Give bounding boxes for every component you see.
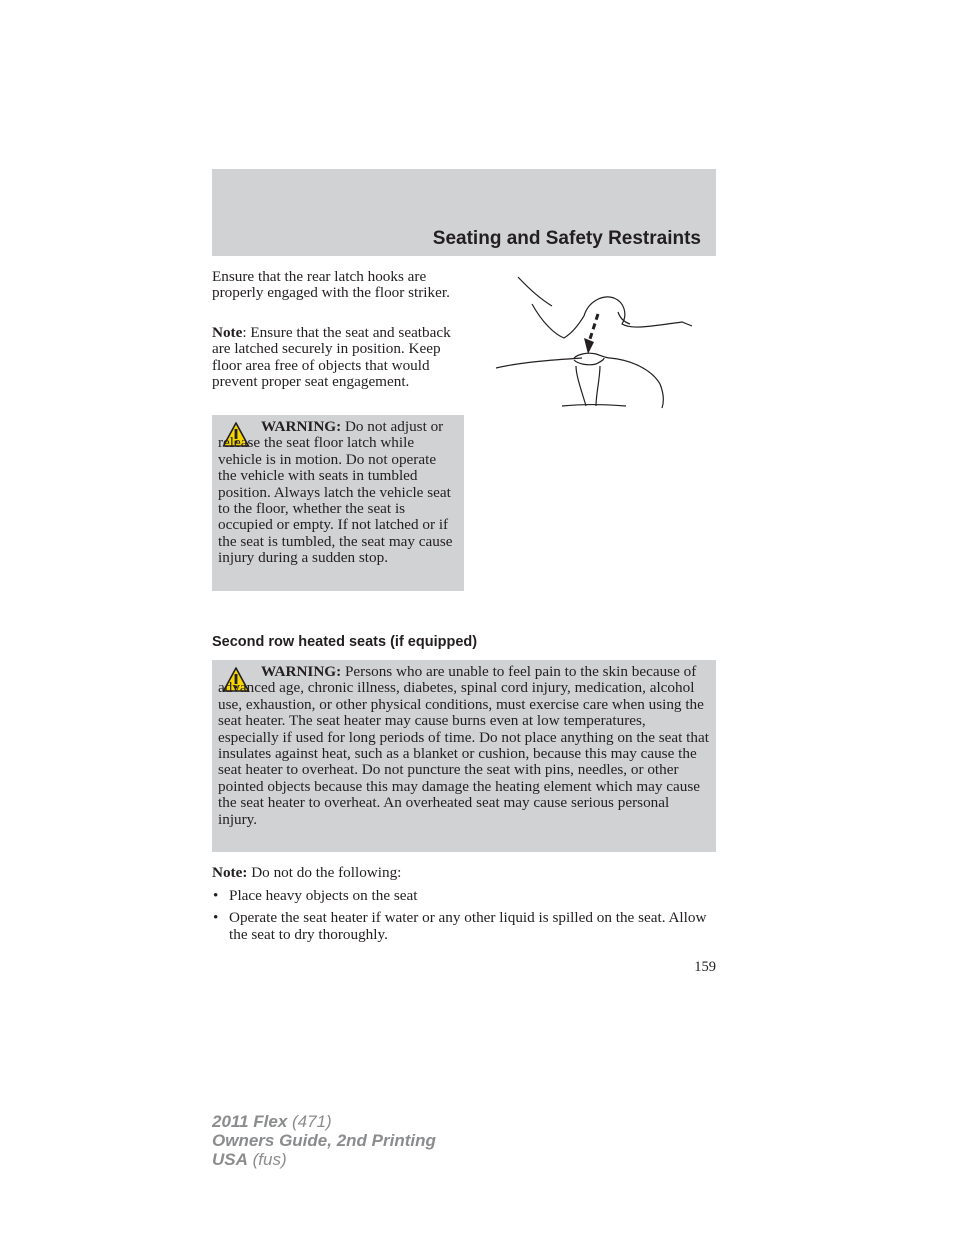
list-item-text: Place heavy objects on the seat	[229, 887, 418, 904]
warning-body: Persons who are unable to feel pain to the skin because of advanced age, chronic illness, diabetes, spinal cord injury, medication, alcohol use, exhaustion, or other physical conditions, must exercise care when using the seat heater. The seat heater may cause burns even at low temperatures, especially if used for long periods of time. Do not place anything on the seat that insulates against heat, such as a blanket or cushion, because this may cause the seat heater to overheat. Do not puncture the seat with pins, needles, or other pointed objects because this may damage the heating element which may cause the seat heater to overheat. An overheated seat may cause serious personal injury.	[218, 663, 709, 828]
note-paragraph	[212, 865, 716, 881]
footer-region-code: (fus)	[247, 1150, 287, 1169]
list-item	[212, 888, 716, 904]
footer-line-3	[212, 1150, 436, 1169]
warning-label: WARNING:	[261, 418, 342, 435]
page-number: 159	[694, 959, 716, 975]
header-band	[212, 169, 716, 256]
list-item	[212, 910, 716, 943]
footer-region: USA	[212, 1150, 248, 1169]
warning-box-heated-seats	[212, 660, 716, 852]
note-label: Note:	[212, 864, 248, 881]
footer-model-code: (471)	[287, 1112, 332, 1131]
bullet-list	[212, 888, 716, 949]
note-label: Note	[212, 324, 243, 341]
bullet-icon: •	[213, 887, 219, 904]
warning-body: Do not adjust or release the seat floor latch while vehicle is in motion. Do not operate the vehicle with seats in tumbled position. Always latch the vehicle seat to the floor, whether the seat is occupied or empty. If not latched or if the seat is tumbled, the seat may cause injury during a sudden stop.	[218, 418, 453, 567]
section-heading: Second row heated seats (if equipped)	[212, 634, 478, 650]
list-item-text: Operate the seat heater if water or any other liquid is spilled on the seat. Allow the seat to dry thoroughly.	[229, 909, 707, 943]
footer-line-2	[212, 1131, 436, 1150]
warning-text	[218, 419, 458, 567]
note-text: : Ensure that the seat and seatback are latched securely in position. Keep floor area free of objects that would prevent proper seat engagement.	[212, 324, 451, 391]
footer	[212, 1112, 436, 1169]
intro-paragraph: Ensure that the rear latch hooks are properly engaged with the floor striker.	[212, 268, 450, 302]
warning-text	[218, 664, 710, 828]
footer-guide-title: Owners Guide, 2nd Printing	[212, 1131, 436, 1150]
footer-model: 2011 Flex	[212, 1112, 288, 1131]
seat-latch-illustration	[492, 272, 716, 412]
note-text: Do not do the following:	[247, 864, 402, 881]
warning-box-seat-latch	[212, 415, 464, 591]
warning-label: WARNING:	[261, 663, 342, 680]
page-title: Seating and Safety Restraints	[432, 228, 701, 249]
footer-line-1	[212, 1112, 436, 1131]
intro-note	[212, 325, 467, 391]
bullet-icon: •	[213, 909, 219, 927]
